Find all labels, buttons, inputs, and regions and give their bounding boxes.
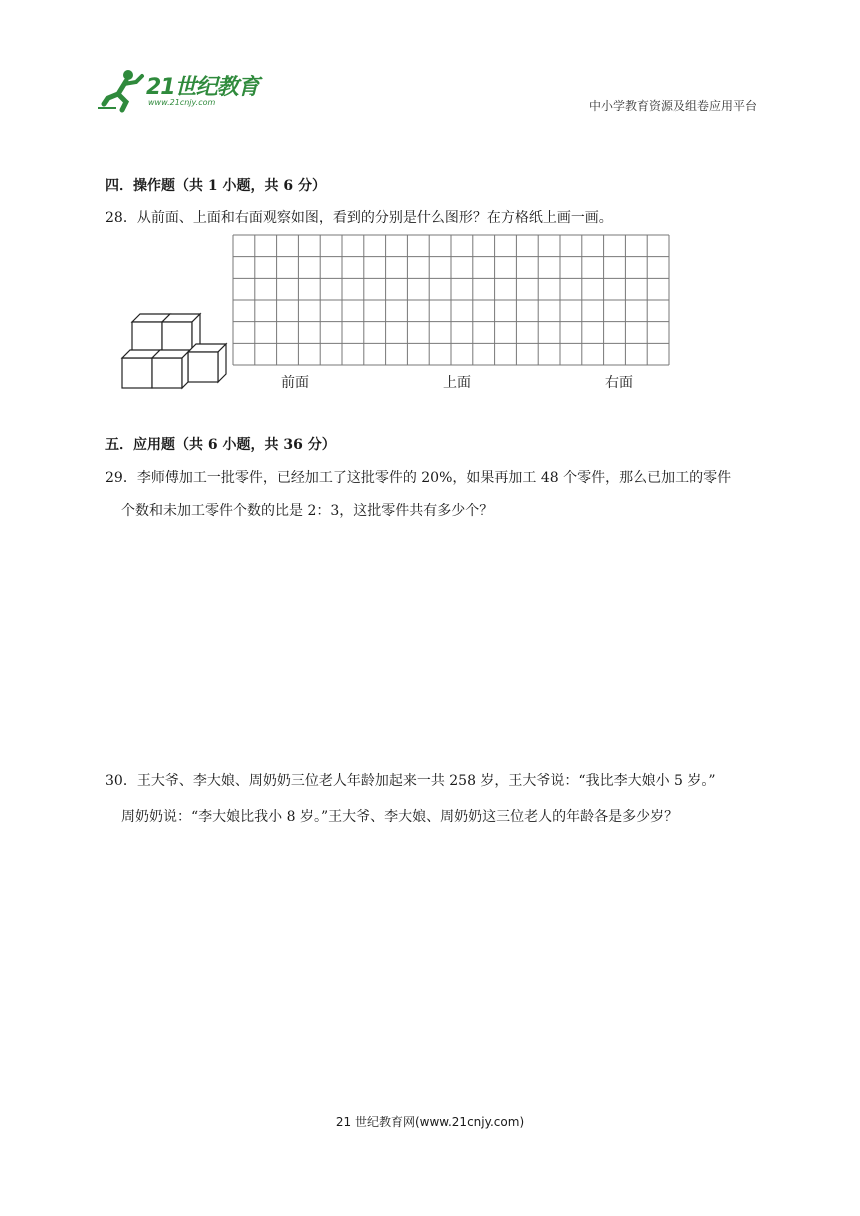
section-title-operation: 四．操作题（共 1 小题，共 6 分） [105,178,326,194]
cube-figure [120,310,228,392]
question-30-line1: 30．王大爷、李大娘、周奶奶三位老人年龄加起来一共 258 岁，王大爷说：“我比李大娘小 5 岁。” [105,773,716,789]
grid-paper[interactable] [232,234,670,366]
logo-url: www.21cnjy.com [148,98,216,107]
site-logo [96,68,266,116]
question-30-line2: 周奶奶说：“李大娘比我小 8 岁。”王大爷、李大娘、周奶奶这三位老人的年龄各是多少岁？ [121,809,679,825]
question-28-text: 28．从前面、上面和右面观察如图，看到的分别是什么图形？在方格纸上画一画。 [105,210,613,226]
view-label-front: 前面 [281,375,309,391]
logo-text: 21世纪教育 [146,75,259,100]
question-29-line2: 个数和未加工零件个数的比是 2：3，这批零件共有多少个？ [121,503,494,519]
question-29-line1: 29．李师傅加工一批零件，已经加工了这批零件的 20%，如果再加工 48 个零件，那么已加工的零件 [105,470,732,486]
page-footer: 21 世纪教育网(www.21cnjy.com) [335,1115,525,1129]
runner-icon [96,68,146,114]
view-label-right: 右面 [605,375,633,391]
section-title-application: 五．应用题（共 6 小题，共 36 分） [105,437,336,453]
view-label-top: 上面 [443,375,471,391]
platform-name: 中小学教育资源及组卷应用平台 [588,99,757,113]
